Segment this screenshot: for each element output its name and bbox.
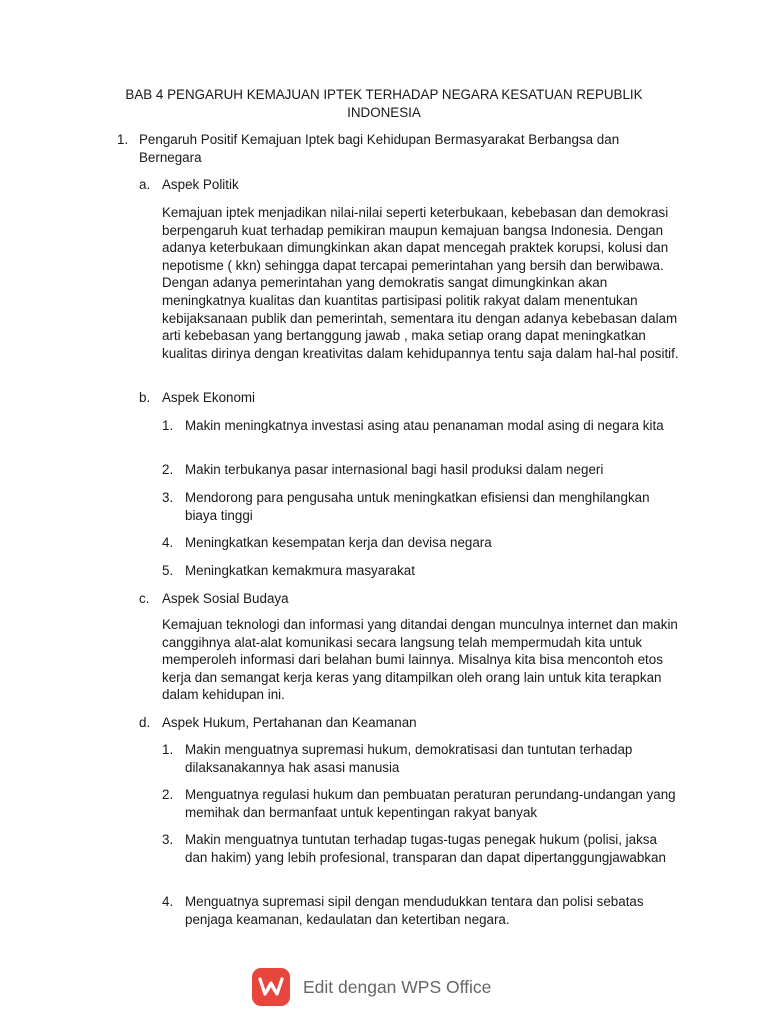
list-item-number: 2. xyxy=(162,462,174,477)
list-item: Mendorong para pengusaha untuk meningkatkan efisiensi dan menghilangkan biaya tinggi xyxy=(185,490,650,523)
section-number: 1. xyxy=(117,132,129,147)
list-item: Makin meningkatnya investasi asing atau penanaman modal asing di negara kita xyxy=(185,418,664,433)
list-item-number: 4. xyxy=(162,894,174,909)
list-item: Menguatnya supremasi sipil dengan mendudukkan tentara dan polisi sebatas penjaga keamanan, kedaulatan dan ketertiban negara. xyxy=(185,894,644,927)
list-item-number: 3. xyxy=(162,490,174,505)
list-item: Menguatnya regulasi hukum dan pembuatan peraturan perundang-undangan yang memihak dan bermanfaat untuk kepentingan rakyat banyak xyxy=(185,787,676,820)
list-item: Makin menguatnya tuntutan terhadap tugas-tugas penegak hukum (polisi, jaksa dan hakim) yang lebih profesional, transparan dan dapat dipertanggungjawabkan xyxy=(185,832,666,865)
subsection-title-ekonomi: Aspek Ekonomi xyxy=(162,390,256,405)
list-item: Meningkatkan kesempatan kerja dan devisa negara xyxy=(185,535,492,550)
list-item-number: 1. xyxy=(162,418,174,433)
list-item-number: 3. xyxy=(162,832,174,847)
wps-edit-label[interactable]: Edit dengan WPS Office xyxy=(303,976,492,997)
document-title: BAB 4 PENGARUH KEMAJUAN IPTEK TERHADAP NEGARA KESATUAN REPUBLIK INDONESIA xyxy=(125,87,643,120)
list-item-number: 5. xyxy=(162,563,174,578)
list-item: Makin terbukanya pasar internasional bagi hasil produksi dalam negeri xyxy=(185,462,604,477)
list-item-number: 2. xyxy=(162,787,174,802)
paragraph-sosial-budaya: Kemajuan teknologi dan informasi yang ditandai dengan munculnya internet dan makin canggihnya alat-alat komunikasi secara langsung telah mempermudah kita untuk memperoleh informasi dari belahan bumi lainnya. Misalnya kita bisa mencontoh etos kerja dan semangat kerja keras yang ditampilkan oleh orang lain untuk kita terapkan dalam kehidupan ini. xyxy=(162,617,678,703)
section-heading: Pengaruh Positif Kemajuan Iptek bagi Kehidupan Bermasyarakat Berbangsa dan Bernegara xyxy=(139,132,620,165)
subsection-letter-a: a. xyxy=(139,177,151,192)
subsection-letter-c: c. xyxy=(139,591,150,606)
wps-edit-banner[interactable] xyxy=(252,968,491,1006)
list-item-number: 4. xyxy=(162,535,174,550)
subsection-title-politik: Aspek Politik xyxy=(162,177,239,192)
subsection-letter-b: b. xyxy=(139,390,151,405)
paragraph-politik: Kemajuan iptek menjadikan nilai-nilai seperti keterbukaan, kebebasan dan demokrasi berpengaruh kuat terhadap pemikiran maupun kemajuan bangsa Indonesia. Dengan adanya keterbukaan dimungkinkan akan dapat mencegah praktek korupsi, kolusi dan nepotisme ( kkn) sehingga dapat tercapai pemerintahan yang bersih dan berwibawa. Dengan adanya pemerintahan yang demokratis sangat dimungkinkan akan meningkatnya kualitas dan kuantitas partisipasi politik rakyat dalam menentukan kebijaksanaan publik dan pemerintah, sementara itu dengan adanya kebebasan dalam arti kebebasan yang bertanggung jawab , maka setiap orang dapat meningkatkan kualitas dirinya dengan kreativitas dalam kehidupannya tentu saja dalam hal-hal positif. xyxy=(162,205,679,361)
subsection-title-sosial-budaya: Aspek Sosial Budaya xyxy=(162,591,289,606)
subsection-title-hukum: Aspek Hukum, Pertahanan dan Keamanan xyxy=(162,715,417,730)
list-item-number: 1. xyxy=(162,742,174,757)
list-item: Makin menguatnya supremasi hukum, demokratisasi dan tuntutan terhadap dilaksanakannya hak asasi manusia xyxy=(185,742,633,775)
wps-logo-icon[interactable] xyxy=(252,968,290,1006)
wps-w-icon xyxy=(258,977,284,997)
subsection-letter-d: d. xyxy=(139,715,151,730)
list-item: Meningkatkan kemakmura masyarakat xyxy=(185,563,415,578)
